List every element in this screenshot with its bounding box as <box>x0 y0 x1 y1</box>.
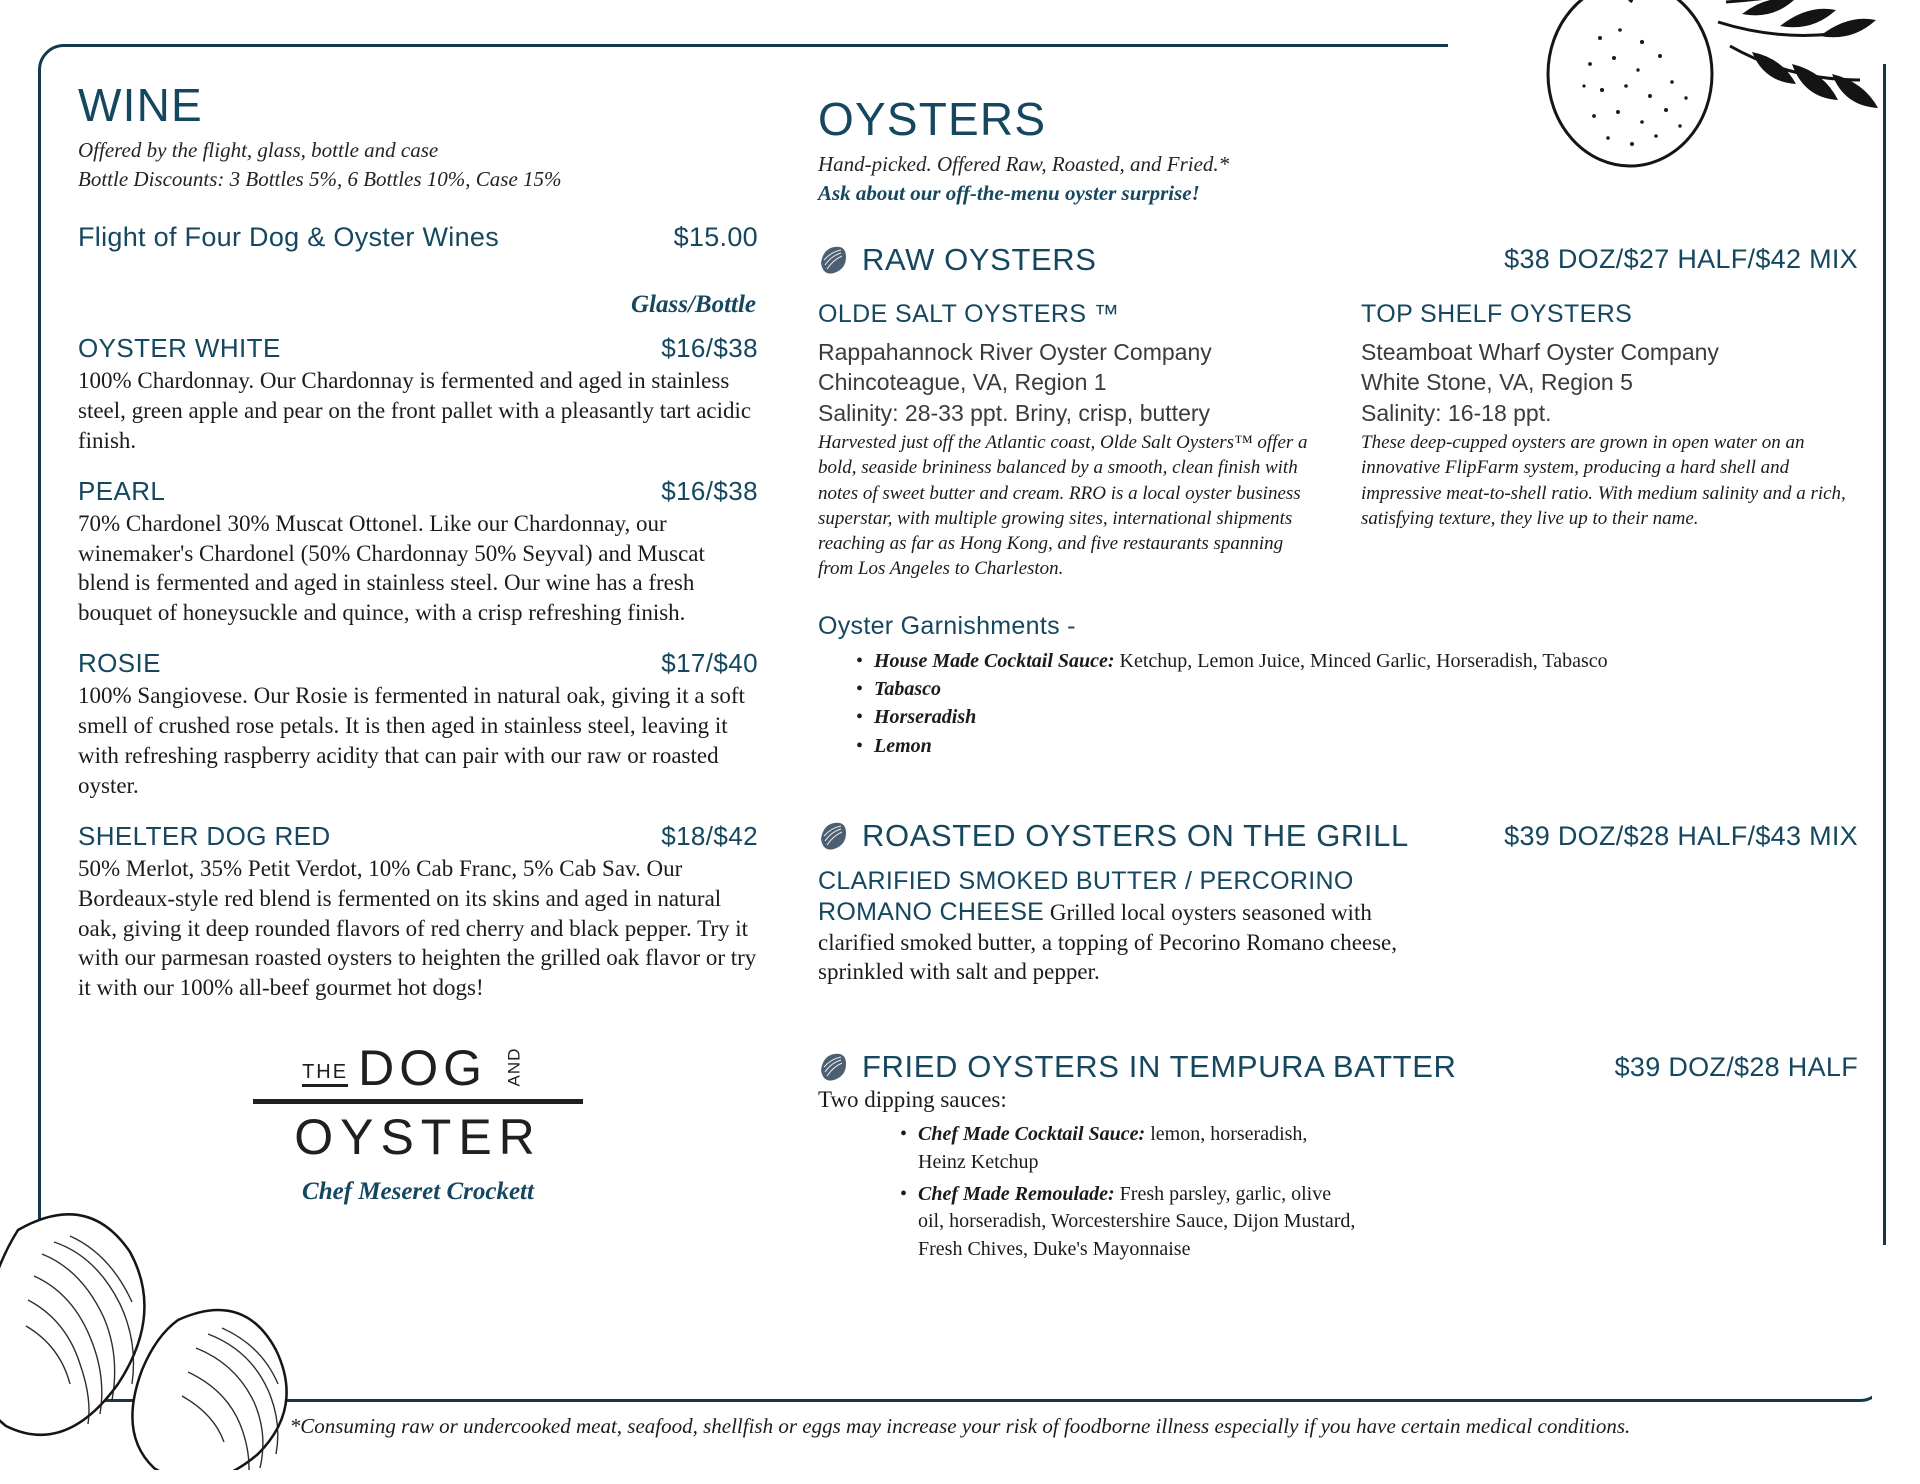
wine-item-description: 50% Merlot, 35% Petit Verdot, 10% Cab Franc, 5% Cab Sav. Our Bordeaux-style red blend is fermented on its skins and aged in natural oak, giving it deep rounded flavors of red cherry and black pepper. Try it with our parmesan roasted oysters to heighten the grilled oak flavor or try it with our 100% all-beef gourmet hot dogs! <box>78 855 757 1001</box>
oyster-variety-top-shelf <box>1361 300 1858 582</box>
wine-item-price: $18/$42 <box>661 820 758 851</box>
logo-word-and: AND <box>504 1047 524 1087</box>
dipping-sauce-detail: lemon, horseradish, Heinz Ketchup <box>918 1123 1308 1173</box>
oyster-shell-icon <box>818 245 848 275</box>
wine-item-name: OYSTER WHITE <box>78 332 281 363</box>
raw-oysters-heading: RAW OYSTERS <box>862 241 1097 277</box>
dipping-sauces-list <box>818 1121 1858 1263</box>
garnishment-item <box>874 732 1858 760</box>
garnishment-label: Horseradish <box>874 706 977 729</box>
variety-fact-line: Salinity: 28-33 ppt. Briny, crisp, buttery <box>818 399 1211 426</box>
garnishment-label: House Made Cocktail Sauce: <box>874 649 1115 672</box>
oysters-column <box>818 93 1858 1267</box>
wine-list-item <box>78 648 758 801</box>
garnishment-item <box>874 647 1858 675</box>
wine-subtitle-discounts: Bottle Discounts: 3 Bottles 5%, 6 Bottles 10%, Case 15% <box>78 166 562 191</box>
wine-list-item <box>78 333 758 456</box>
wine-flight-row <box>78 222 758 253</box>
garnishments-title: Oyster Garnishments - <box>818 611 1076 640</box>
logo-word-oyster: OYSTER <box>294 1109 542 1166</box>
fried-oysters-price: $39 DOZ/$28 HALF <box>1614 1051 1858 1082</box>
wine-subtitle-offered: Offered by the flight, glass, bottle and case <box>78 138 439 162</box>
oyster-shell-icon <box>818 821 848 851</box>
wine-item-name: SHELTER DOG RED <box>78 820 331 851</box>
roasted-dish-name: CLARIFIED SMOKED BUTTER / PERCORINO ROMANO CHEESE <box>818 867 1354 926</box>
wine-item-head <box>78 333 758 364</box>
variety-fact-line: White Stone, VA, Region 5 <box>1361 369 1633 396</box>
wine-item-price: $16/$38 <box>661 332 758 363</box>
page-title-wine: WINE <box>78 79 203 131</box>
variety-note: Harvested just off the Atlantic coast, Olde Salt Oysters™ offer a bold, seaside brininess balanced by a smooth, clean finish with notes of sweet butter and cream. RRO is a local oyster business superstar, with multiple growing sites, international shipments reaching as far as Hong Kong, and five restaurants spanning from Los Angeles to Charleston. <box>818 432 1308 580</box>
garnishment-item <box>874 703 1858 731</box>
logo-block <box>253 1037 583 1166</box>
raw-oysters-header-left <box>818 242 1097 278</box>
roasted-oysters-header <box>818 818 1858 854</box>
garnishment-label: Lemon <box>874 734 932 757</box>
wine-list-item <box>78 476 758 629</box>
wine-item-description: 100% Sangiovese. Our Rosie is fermented in natural oak, giving it a soft smell of crushed rose petals. It is then aged in stainless steel, leaving it with refreshing raspberry acidity that can pair with our raw or roasted oyster. <box>78 683 745 798</box>
dipping-sauce-detail: Fresh parsley, garlic, olive oil, horseradish, Worcestershire Sauce, Dijon Mustard, Fresh Chives, Duke's Mayonnaise <box>918 1182 1356 1260</box>
footer-disclaimer: *Consuming raw or undercooked meat, seafood, shellfish or eggs may increase your risk of foodborne illness especially if you have certain medical conditions. <box>289 1414 1631 1438</box>
oyster-shell-icon <box>818 1052 848 1082</box>
wine-item-head <box>78 476 758 507</box>
oyster-variety-olde-salt <box>818 300 1315 582</box>
wine-flight-price: $15.00 <box>673 221 758 252</box>
variety-fact-line: Rappahannock River Oyster Company <box>818 338 1212 365</box>
roasted-oysters-price: $39 DOZ/$28 HALF/$43 MIX <box>1504 820 1858 851</box>
roasted-dish-description: Grilled local oysters seasoned with clarified smoked butter, a topping of Pecorino Romano cheese, sprinkled with salt and pepper. <box>818 899 1398 985</box>
wine-list-item <box>78 821 758 1003</box>
wine-item-name: PEARL <box>78 475 166 506</box>
roasted-oysters-header-left <box>818 818 1409 854</box>
garnishment-item <box>874 675 1858 703</box>
roasted-oysters-heading: ROASTED OYSTERS ON THE GRILL <box>862 818 1409 854</box>
wine-item-price: $16/$38 <box>661 475 758 506</box>
wine-item-name: ROSIE <box>78 648 161 679</box>
frame-gap-right <box>1872 1245 1902 1415</box>
oysters-subtitle-surprise: Ask about our off-the-menu oyster surprise! <box>818 180 1200 205</box>
garnishment-label: Tabasco <box>874 678 942 700</box>
dipping-sauce-label: Chef Made Remoulade: <box>918 1182 1115 1205</box>
wine-item-description: 70% Chardonel 30% Muscat Ottonel. Like our Chardonnay, our winemaker's Chardonel (50% Chardonnay 50% Seyval) and Muscat blend is fermented and aged in stainless steel. Our wine has a fresh bouquet of honeysuckle and quince, with a crisp refreshing finish. <box>78 510 705 626</box>
wine-item-description: 100% Chardonnay. Our Chardonnay is fermented and aged in stainless steel, green apple and pear on the front pallet with a pleasantly tart acidic finish. <box>78 367 752 453</box>
variety-facts <box>818 337 1315 428</box>
raw-oyster-varieties <box>818 300 1858 582</box>
variety-fact-line: Chincoteague, VA, Region 1 <box>818 369 1107 396</box>
wine-column <box>78 79 758 1206</box>
oysters-subtitle-handpicked: Hand-picked. Offered Raw, Roasted, and Fried.* <box>818 152 1230 176</box>
page-title-oysters: OYSTERS <box>818 93 1047 145</box>
logo-word-the: THE <box>302 1061 348 1087</box>
roasted-dish <box>818 866 1438 987</box>
logo-word-dog: DOG <box>358 1040 487 1097</box>
logo-divider-rule <box>253 1099 583 1104</box>
variety-note: These deep-cupped oysters are grown in open water on an innovative FlipFarm system, producing a hard shell and impressive meat-to-shell ratio. With medium salinity and a rich, satisfying texture, they live up to their name. <box>1361 432 1846 529</box>
frame-gap-top <box>1448 30 1888 64</box>
variety-name: TOP SHELF OYSTERS <box>1361 299 1633 328</box>
variety-name: OLDE SALT OYSTERS ™ <box>818 299 1120 328</box>
variety-facts <box>1361 337 1858 428</box>
garnishments-list <box>818 647 1858 761</box>
wine-item-head <box>78 821 758 852</box>
variety-fact-line: Steamboat Wharf Oyster Company <box>1361 338 1719 365</box>
garnishment-detail: Ketchup, Lemon Juice, Minced Garlic, Horseradish, Tabasco <box>1114 649 1608 672</box>
chef-name: Chef Meseret Crockett <box>302 1178 534 1206</box>
wine-item-head <box>78 648 758 679</box>
fried-oysters-heading: FRIED OYSTERS IN TEMPURA BATTER <box>862 1049 1457 1085</box>
raw-oysters-price: $38 DOZ/$27 HALF/$42 MIX <box>1504 244 1858 275</box>
logo-top-line <box>253 1037 583 1097</box>
dipping-sauce-item <box>918 1121 1358 1176</box>
fried-oysters-intro: Two dipping sauces: <box>818 1087 1007 1113</box>
wine-flight-label: Flight of Four Dog & Oyster Wines <box>78 221 500 252</box>
wine-list <box>78 333 758 1003</box>
fried-oysters-header <box>818 1049 1858 1085</box>
glass-bottle-column-header: Glass/Bottle <box>630 290 756 318</box>
restaurant-logo <box>78 1037 758 1206</box>
dipping-sauce-label: Chef Made Cocktail Sauce: <box>918 1123 1146 1146</box>
wine-item-price: $17/$40 <box>661 648 758 679</box>
dipping-sauce-item <box>918 1181 1358 1264</box>
raw-oysters-header <box>818 242 1858 278</box>
fried-oysters-header-left <box>818 1049 1456 1085</box>
variety-fact-line: Salinity: 16-18 ppt. <box>1361 399 1552 426</box>
